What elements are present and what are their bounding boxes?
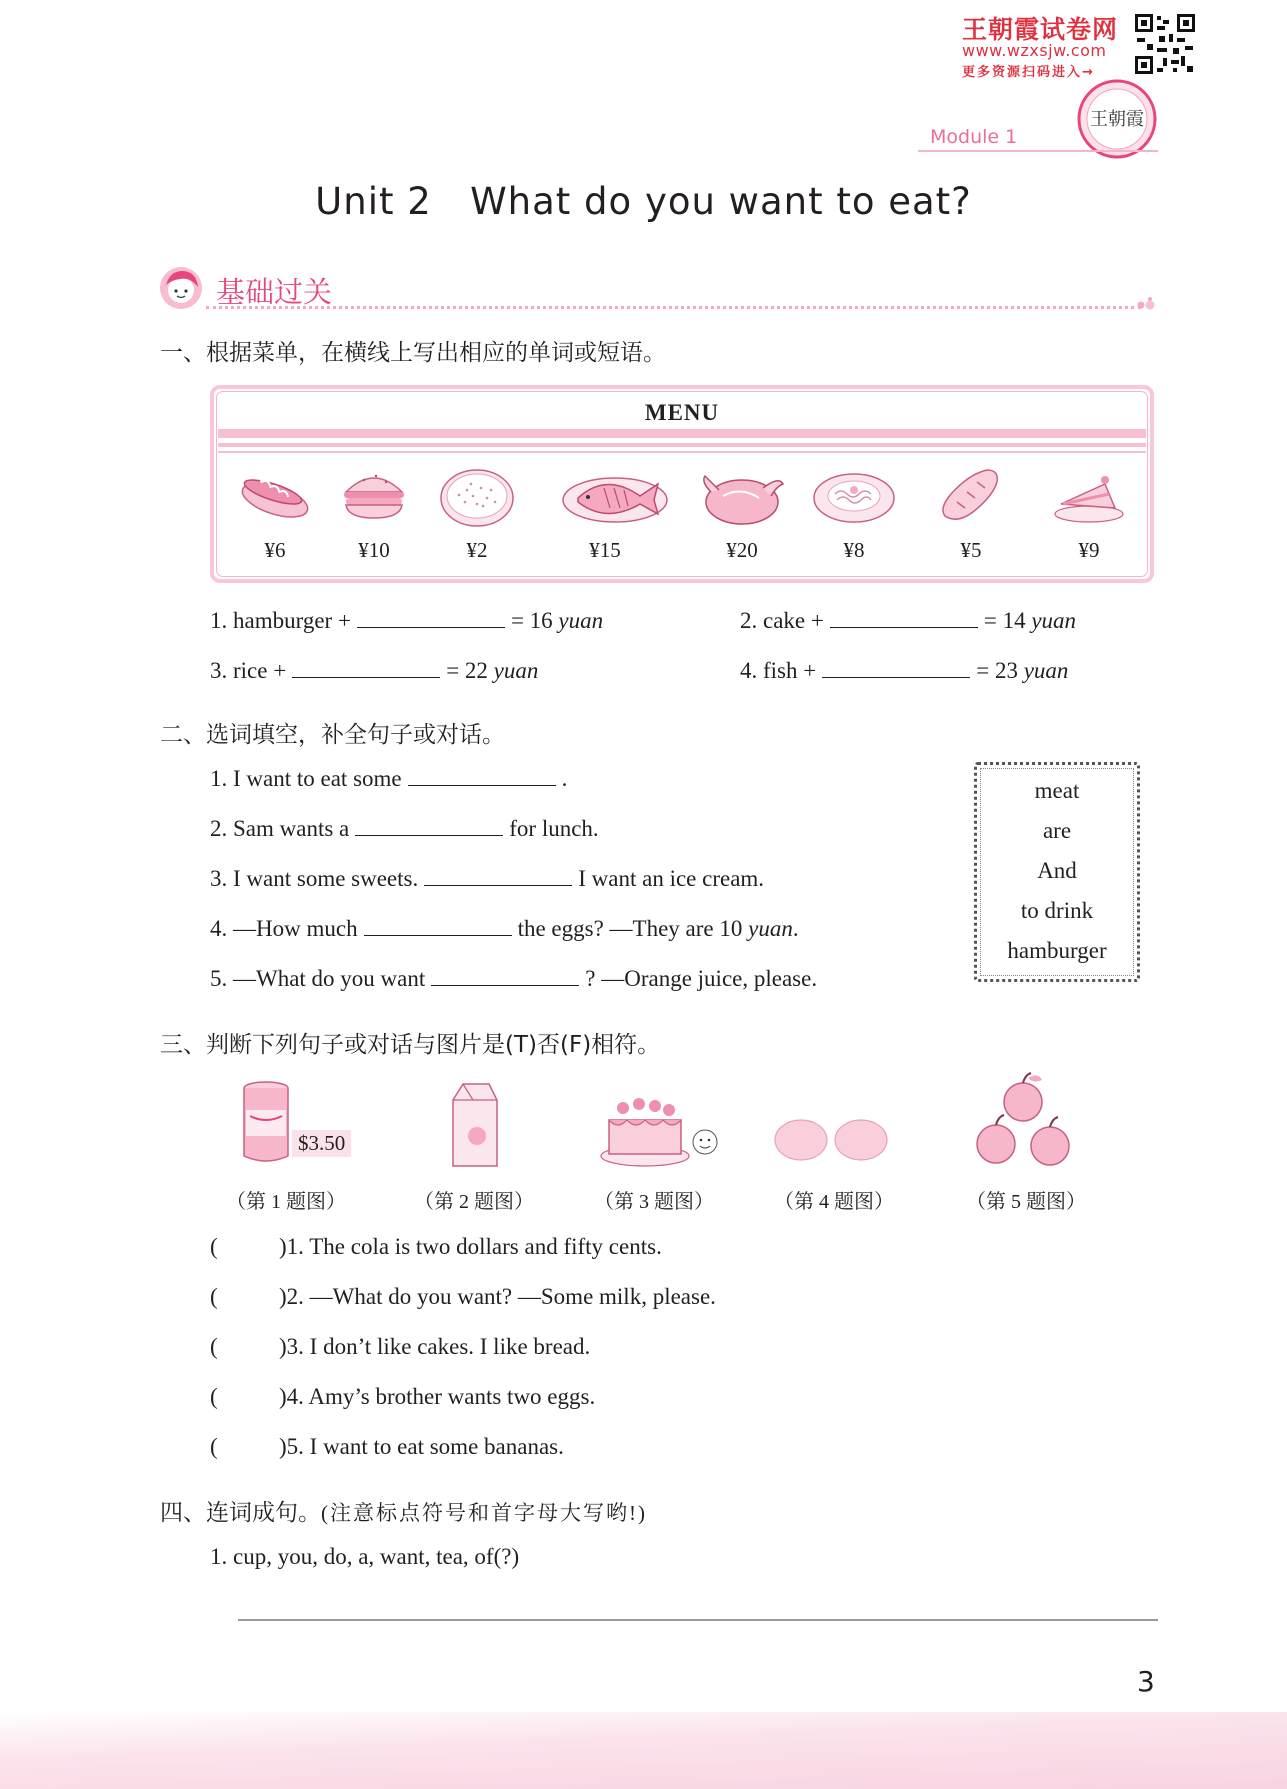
bread-icon (931, 462, 1011, 530)
menu-price: ¥6 (264, 538, 286, 562)
part2-question-3 (210, 866, 764, 892)
qr-code-icon[interactable] (1133, 12, 1197, 76)
birthday-cake-icon (595, 1090, 725, 1170)
brand-title: 王朝霞试卷网 (962, 15, 1119, 44)
answer-blank[interactable] (292, 658, 440, 678)
rice-icon (437, 462, 517, 530)
hotdog-icon (235, 462, 315, 530)
module-underline (918, 150, 1158, 152)
part2-heading: 二、选词填空，补全句子或对话。 (160, 722, 505, 748)
question-text: the eggs? —They are 10 (517, 916, 743, 941)
fish-icon (560, 462, 670, 530)
question-text: 5. —What do you want (210, 966, 426, 991)
menu-price: ¥20 (726, 538, 758, 562)
question-text: = 14 (983, 608, 1026, 633)
judge-open-paren[interactable]: ( (210, 1434, 218, 1459)
part1-heading: 一、根据菜单，在横线上写出相应的单词或短语。 (160, 340, 666, 366)
menu-item-rice (432, 462, 522, 563)
judge-statement: )5. I want to eat some bananas. (279, 1434, 564, 1459)
menu-item-noodles (809, 462, 899, 563)
question-text: = 16 (510, 608, 553, 633)
menu-item-hotdog (230, 462, 320, 563)
hamburger-icon (334, 462, 414, 530)
unit-text: yuan (748, 916, 793, 941)
picture-caption: （第 3 题图） (594, 1191, 714, 1213)
picture-caption: （第 5 题图） (966, 1191, 1086, 1213)
question-text: . (792, 916, 799, 941)
apples-icon (968, 1070, 1078, 1170)
answer-blank[interactable] (822, 658, 970, 678)
answer-blank[interactable] (424, 866, 572, 886)
judge-open-paren[interactable]: ( (210, 1334, 218, 1359)
word-bank-item: And (1037, 858, 1077, 883)
part4-heading: 四、连词成句。 (160, 1500, 321, 1526)
unit-title: Unit 2 What do you want to eat? (315, 180, 972, 223)
menu-price: ¥9 (1078, 538, 1100, 562)
menu-item-hamburger (329, 462, 419, 563)
part1-question-1 (210, 608, 603, 634)
girl-avatar-icon (158, 265, 204, 311)
unit-text: yuan (1023, 658, 1069, 683)
part1-question-2 (740, 608, 1076, 634)
answer-blank[interactable] (408, 766, 556, 786)
part4-note: (注意标点符号和首字母大写哟!) (321, 1501, 647, 1525)
answer-blank[interactable] (355, 816, 503, 836)
judge-statement: )2. —What do you want? —Some milk, please. (279, 1284, 716, 1309)
dots-ornament-icon (1136, 296, 1160, 314)
unit-text: yuan (1031, 608, 1077, 633)
menu-title: MENU (644, 400, 720, 425)
unit-text: yuan (493, 658, 539, 683)
eggs-icon (773, 1114, 891, 1166)
judge-statement: )4. Amy’s brother wants two eggs. (279, 1384, 596, 1409)
menu-price: ¥15 (589, 538, 621, 562)
question-text: 3. I want some sweets. (210, 866, 419, 891)
question-text: ? —Orange juice, please. (585, 966, 818, 991)
question-text: 4. —How much (210, 916, 358, 941)
answer-blank[interactable] (431, 966, 579, 986)
picture-caption: （第 1 题图） (226, 1191, 346, 1213)
question-text: 3. rice + (210, 658, 287, 683)
noodles-icon (809, 462, 899, 530)
section-divider (206, 306, 1141, 309)
question-text: 4. fish + (740, 658, 817, 683)
picture-caption: （第 4 题图） (774, 1191, 894, 1213)
word-bank-item: to drink (1020, 898, 1094, 923)
question-text: 2. Sam wants a (210, 816, 350, 841)
brand-url[interactable]: www.wzxsjw.com (962, 41, 1107, 60)
unit-text: yuan (558, 608, 604, 633)
menu-price: ¥10 (358, 538, 390, 562)
menu-band-thin (218, 443, 1146, 447)
answer-line[interactable] (238, 1619, 1158, 1621)
question-text: = 23 (976, 658, 1018, 683)
question-text: I want an ice cream. (578, 866, 765, 891)
page-number: 3 (1137, 1665, 1155, 1698)
question-text: = 22 (446, 658, 488, 683)
chicken-icon (697, 462, 787, 530)
answer-blank[interactable] (357, 608, 505, 628)
answer-blank[interactable] (830, 608, 978, 628)
part2-question-2 (210, 816, 599, 842)
part4-heading-row (160, 1494, 647, 1527)
part2-question-5 (210, 966, 817, 992)
judge-statement: )1. The cola is two dollars and fifty cents. (279, 1234, 662, 1259)
milk-carton-icon (443, 1080, 503, 1170)
part3-heading: 三、判断下列句子或对话与图片是(T)否(F)相符。 (160, 1032, 661, 1058)
answer-blank[interactable] (364, 916, 512, 936)
cola-can-icon (236, 1080, 296, 1166)
word-bank-item: meat (1034, 778, 1080, 803)
judge-open-paren[interactable]: ( (210, 1384, 218, 1409)
part2-question-1 (210, 766, 567, 792)
menu-band-hairline (218, 451, 1146, 453)
question-text: . (561, 766, 568, 791)
menu-item-bread (926, 462, 1016, 563)
question-text: 2. cake + (740, 608, 824, 633)
brand-seal-icon (1076, 78, 1158, 160)
judge-open-paren[interactable]: ( (210, 1284, 218, 1309)
question-text: 1. I want to eat some (210, 766, 402, 791)
judge-open-paren[interactable]: ( (210, 1234, 218, 1259)
picture-caption: （第 2 题图） (414, 1191, 534, 1213)
brand-tip: 更多资源扫码进入→ (962, 65, 1095, 80)
menu-item-chicken (697, 462, 787, 563)
menu-price: ¥5 (960, 538, 982, 562)
word-bank-item: are (1042, 818, 1072, 843)
judge-statement: )3. I don’t like cakes. I like bread. (279, 1334, 591, 1359)
menu-band (218, 429, 1146, 438)
part1-question-4 (740, 658, 1068, 684)
footer-band (0, 1712, 1287, 1789)
question-text: for lunch. (509, 816, 599, 841)
word-bank-item: hamburger (1007, 938, 1107, 963)
part4-question-1: 1. cup, you, do, a, want, tea, of(?) (210, 1544, 520, 1569)
seal-text: 王朝霞 (1090, 109, 1144, 130)
menu-price: ¥8 (843, 538, 865, 562)
menu-price: ¥2 (466, 538, 488, 562)
menu-item-cake (1044, 462, 1134, 563)
price-tag: $3.50 (292, 1130, 351, 1157)
menu-item-fish (560, 462, 650, 563)
part1-question-3 (210, 658, 538, 684)
section-title: 基础过关 (216, 275, 333, 309)
question-text: 1. hamburger + (210, 608, 351, 633)
cake-icon (1049, 462, 1129, 530)
part2-question-4 (210, 916, 799, 942)
module-label: Module 1 (930, 126, 1018, 148)
